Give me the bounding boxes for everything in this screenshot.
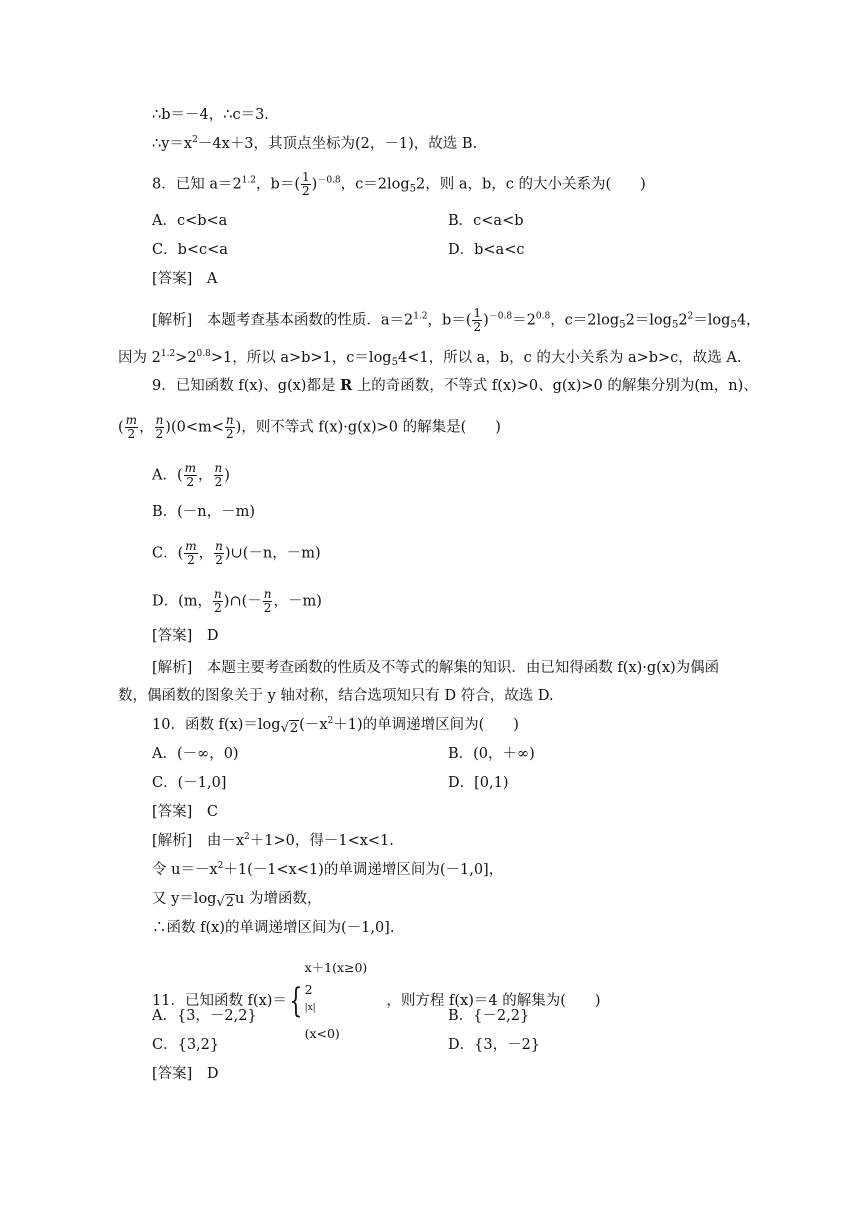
q9-answer: [答案] D (152, 628, 219, 644)
q8-option-c: C．b<c<a (152, 242, 228, 258)
q11-answer: [答案] D (152, 1066, 219, 1082)
q9-analysis-2: 数，偶函数的图象关于 y 轴对称，结合选项知只有 D 符合，故选 D. (118, 688, 554, 704)
fraction-half: $\frac{1}{2}$ (302, 170, 310, 198)
q10-analysis-4: ∴函数 f(x)的单调递增区间为(－1,0]. (152, 920, 395, 936)
q8-option-a: A．c<b<a (152, 213, 228, 229)
sqrt-two: √2 (280, 721, 299, 736)
q10-option-b: B．(0，＋∞) (448, 746, 535, 762)
q11-option-a: A．{3，－2,2} (152, 1008, 257, 1024)
q10-stem: 10．函数 $f(x)=\log_{√2}(-x^2+1)$的单调递增区间为( ) (152, 716, 519, 736)
q8-stem: 8．已知 $a=2^{1.2}$，b＝( $\frac{1}{2}$ )$^{-0.8}$，$c=2\log_52$，则 a，b，c 的大小关系为( ) (152, 170, 646, 198)
left-brace: { (289, 981, 303, 1021)
q9-option-a: A．( $\frac{m}{2}$ ， $\frac{n}{2}$ ) (152, 461, 230, 489)
q9-option-c: C．( $\frac{m}{2}$ ， $\frac{n}{2}$ )∪(－n，－m) (152, 539, 321, 567)
q7-line-1: ∴b＝－4，∴c＝3. (152, 107, 269, 123)
piecewise-cases: x＋1(x≥0) 2 $^{|x|}$ (x<0) (304, 960, 368, 1041)
q8-answer: [答案] A (152, 271, 218, 287)
q11-option-c: C．{3,2} (152, 1037, 220, 1053)
q8-option-d: D．b<a<c (448, 242, 525, 258)
q9-stem-2: ( $\frac{m}{2}$ ， $\frac{n}{2}$ )(0<m< $\frac{n}{2}$ )，则不等式 f(x)·g(x)>0 的解集是( ) (118, 413, 501, 441)
q9-stem-1: 9．已知函数 f(x)、g(x)都是 R 上的奇函数，不等式 f(x)>0、g(x)>0 的解集分别为(m，n)、 (152, 377, 758, 394)
q10-option-d: D．[0,1) (448, 775, 509, 791)
q11-option-b: B．{－2,2} (448, 1008, 530, 1024)
q11-option-d: D．{3，－2} (448, 1037, 541, 1053)
q10-answer: [答案] C (152, 804, 218, 820)
q10-analysis-2: 令 $u=-x^2+1(-1<x<1)$的单调递增区间为(－1,0]， (152, 861, 504, 878)
q9-option-b: B．(－n，－m) (152, 504, 256, 520)
q10-option-c: C．(－1,0] (152, 775, 227, 791)
q8-option-b: B．c<a<b (448, 213, 524, 229)
q10-option-a: A．(－∞，0) (152, 746, 239, 762)
q10-analysis-3: 又 $y=\log_{√2}u$ 为增函数， (152, 891, 322, 910)
q9-option-d: D．(m， $\frac{n}{2}$ )∩(－ $\frac{n}{2}$ ，－m) (152, 587, 322, 615)
q8-analysis-2: 因为 $2^{1.2}>2^{0.8}>1$，所以 a>b>1，$c=\log_54<1$，所以 a，b，c 的大小关系为 a>b>c，故选 A. (118, 349, 742, 368)
fraction-half: $\frac{1}{2}$ (473, 306, 482, 334)
q10-analysis-1: [解析] 由$-x^2+1>0$，得－1<x<1. (152, 832, 394, 849)
q8-analysis-1: [解析] 本题考查基本函数的性质．$a=2^{1.2}$，b＝( $\frac{1}{2}$ )$^{-0.8}=2^{0.8}$，$c=2\log_52=\log_52^2=\log_54$， (152, 306, 761, 334)
q7-line-2: $\therefore y=x^2-4x+3$，其顶点坐标为(2，－1)，故选 B. (152, 135, 478, 152)
q9-analysis-1: [解析] 本题主要考查函数的性质及不等式的解集的知识．由已知得函数 f(x)·g(x)为偶函 (152, 660, 720, 676)
q11-stem: 11．已知函数 f(x)＝{ x＋1(x≥0) 2 $^{|x|}$ (x<0) ，则方程 f(x)＝4 的解集为( ) (152, 957, 601, 1045)
